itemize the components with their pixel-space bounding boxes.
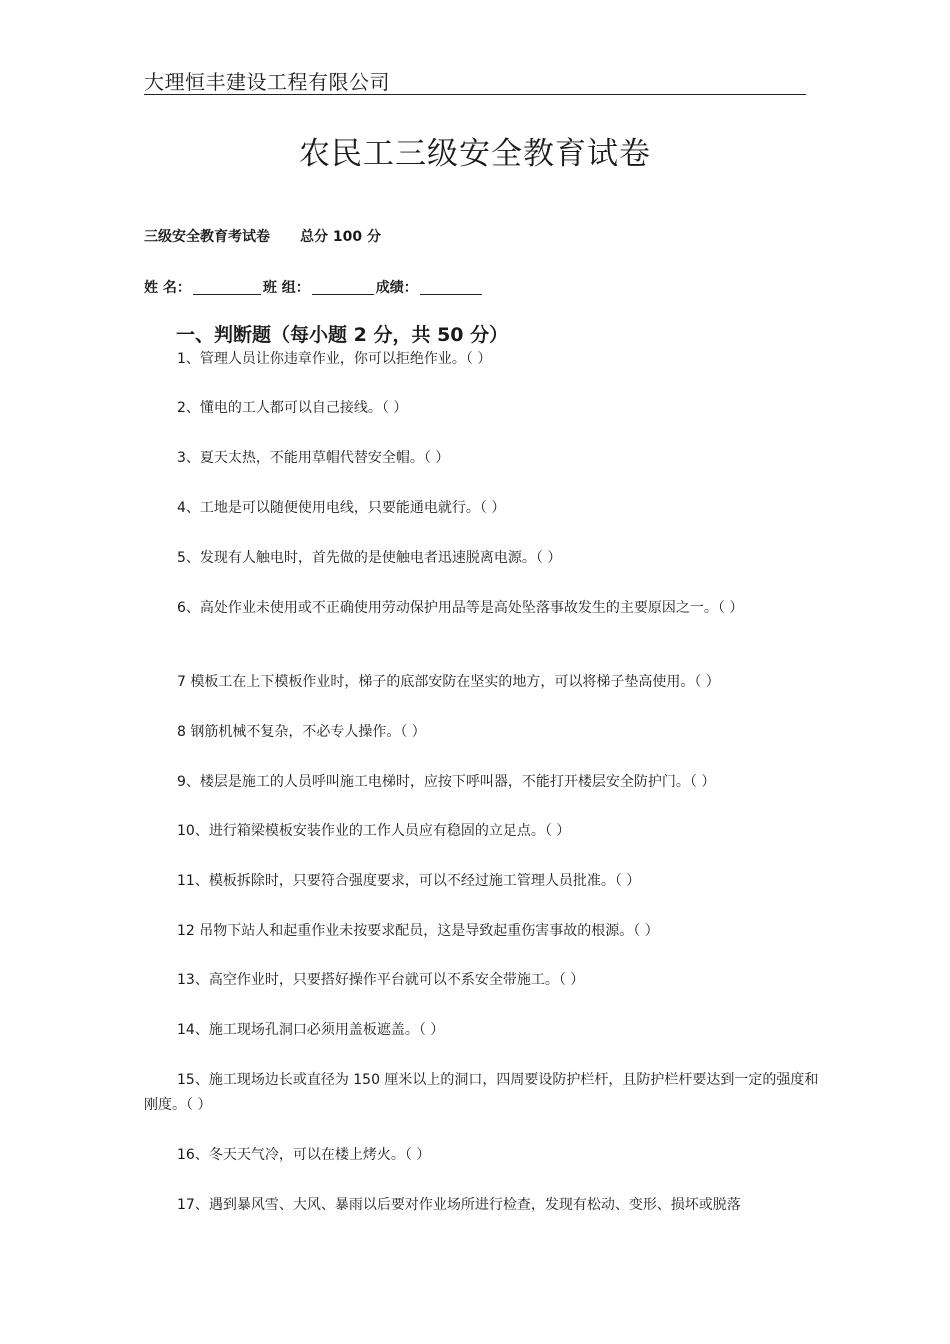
question-item: 5、发现有人触电时，首先做的是使触电者迅速脱离电源。（ ） [177, 550, 562, 566]
question-item: 10、进行箱梁模板安装作业的工作人员应有稳固的立足点。（ ） [177, 823, 571, 839]
name-label: 姓 名： [144, 280, 191, 296]
document-title: 农民工三级安全教育试卷 [299, 136, 651, 172]
exam-subtitle [144, 226, 381, 246]
question-item: 8 钢筋机械不复杂，不必专人操作。（ ） [177, 724, 426, 740]
question-item: 15、施工现场边长或直径为 150 厘米以上的洞口，四周要设防护栏杆，且防护栏杆要达到一定的强度和刚度。（ ） [144, 1072, 819, 1113]
group-blank [312, 280, 374, 295]
score-label: 成绩： [375, 280, 418, 296]
total-score: 总分 100 分 [300, 229, 381, 245]
question-item: 3、夏天太热，不能用草帽代替安全帽。（ ） [177, 450, 450, 466]
group-label: 班 组： [262, 280, 310, 296]
question-item: 12 吊物下站人和起重作业未按要求配员，这是导致起重伤害事故的根源。（ ） [177, 923, 659, 939]
question-item: 6、高处作业未使用或不正确使用劳动保护用品等是高处坠落事故发生的主要原因之一。（ ） [177, 600, 744, 616]
question-item: 17、遇到暴风雪、大风、暴雨以后要对作业场所进行检查，发现有松动、变形、损坏或脱落 [177, 1197, 741, 1213]
question-item: 11、模板拆除时，只要符合强度要求，可以不经过施工管理人员批准。（ ） [177, 873, 641, 889]
section-heading: 一、判断题（每小题 2 分，共 50 分） [176, 324, 509, 346]
question-item: 1、管理人员让你违章作业，你可以拒绝作业。（ ） [177, 351, 492, 367]
question-item: 7 模板工在上下模板作业时，梯子的底部安防在坚实的地方，可以将梯子垫高使用。（ ） [177, 674, 720, 690]
question-item: 2、懂电的工人都可以自己接线。（ ） [177, 400, 408, 416]
question-item: 9、楼层是施工的人员呼叫施工电梯时，应按下呼叫器，不能打开楼层安全防护门。（ ） [177, 774, 716, 790]
page-header [144, 64, 806, 95]
question-item: 16、冬天天气冷，可以在楼上烤火。（ ） [177, 1147, 431, 1163]
exam-name: 三级安全教育考试卷 [144, 229, 270, 245]
question-item: 4、工地是可以随便使用电线，只要能通电就行。（ ） [177, 500, 506, 516]
question-item: 13、高空作业时，只要搭好操作平台就可以不系安全带施工。（ ） [177, 972, 585, 988]
name-blank [193, 280, 261, 295]
company-name: 大理恒丰建设工程有限公司 [144, 70, 390, 94]
question-item: 14、施工现场孔洞口必须用盖板遮盖。（ ） [177, 1022, 445, 1038]
student-info-line [144, 277, 484, 297]
score-blank [420, 280, 482, 295]
